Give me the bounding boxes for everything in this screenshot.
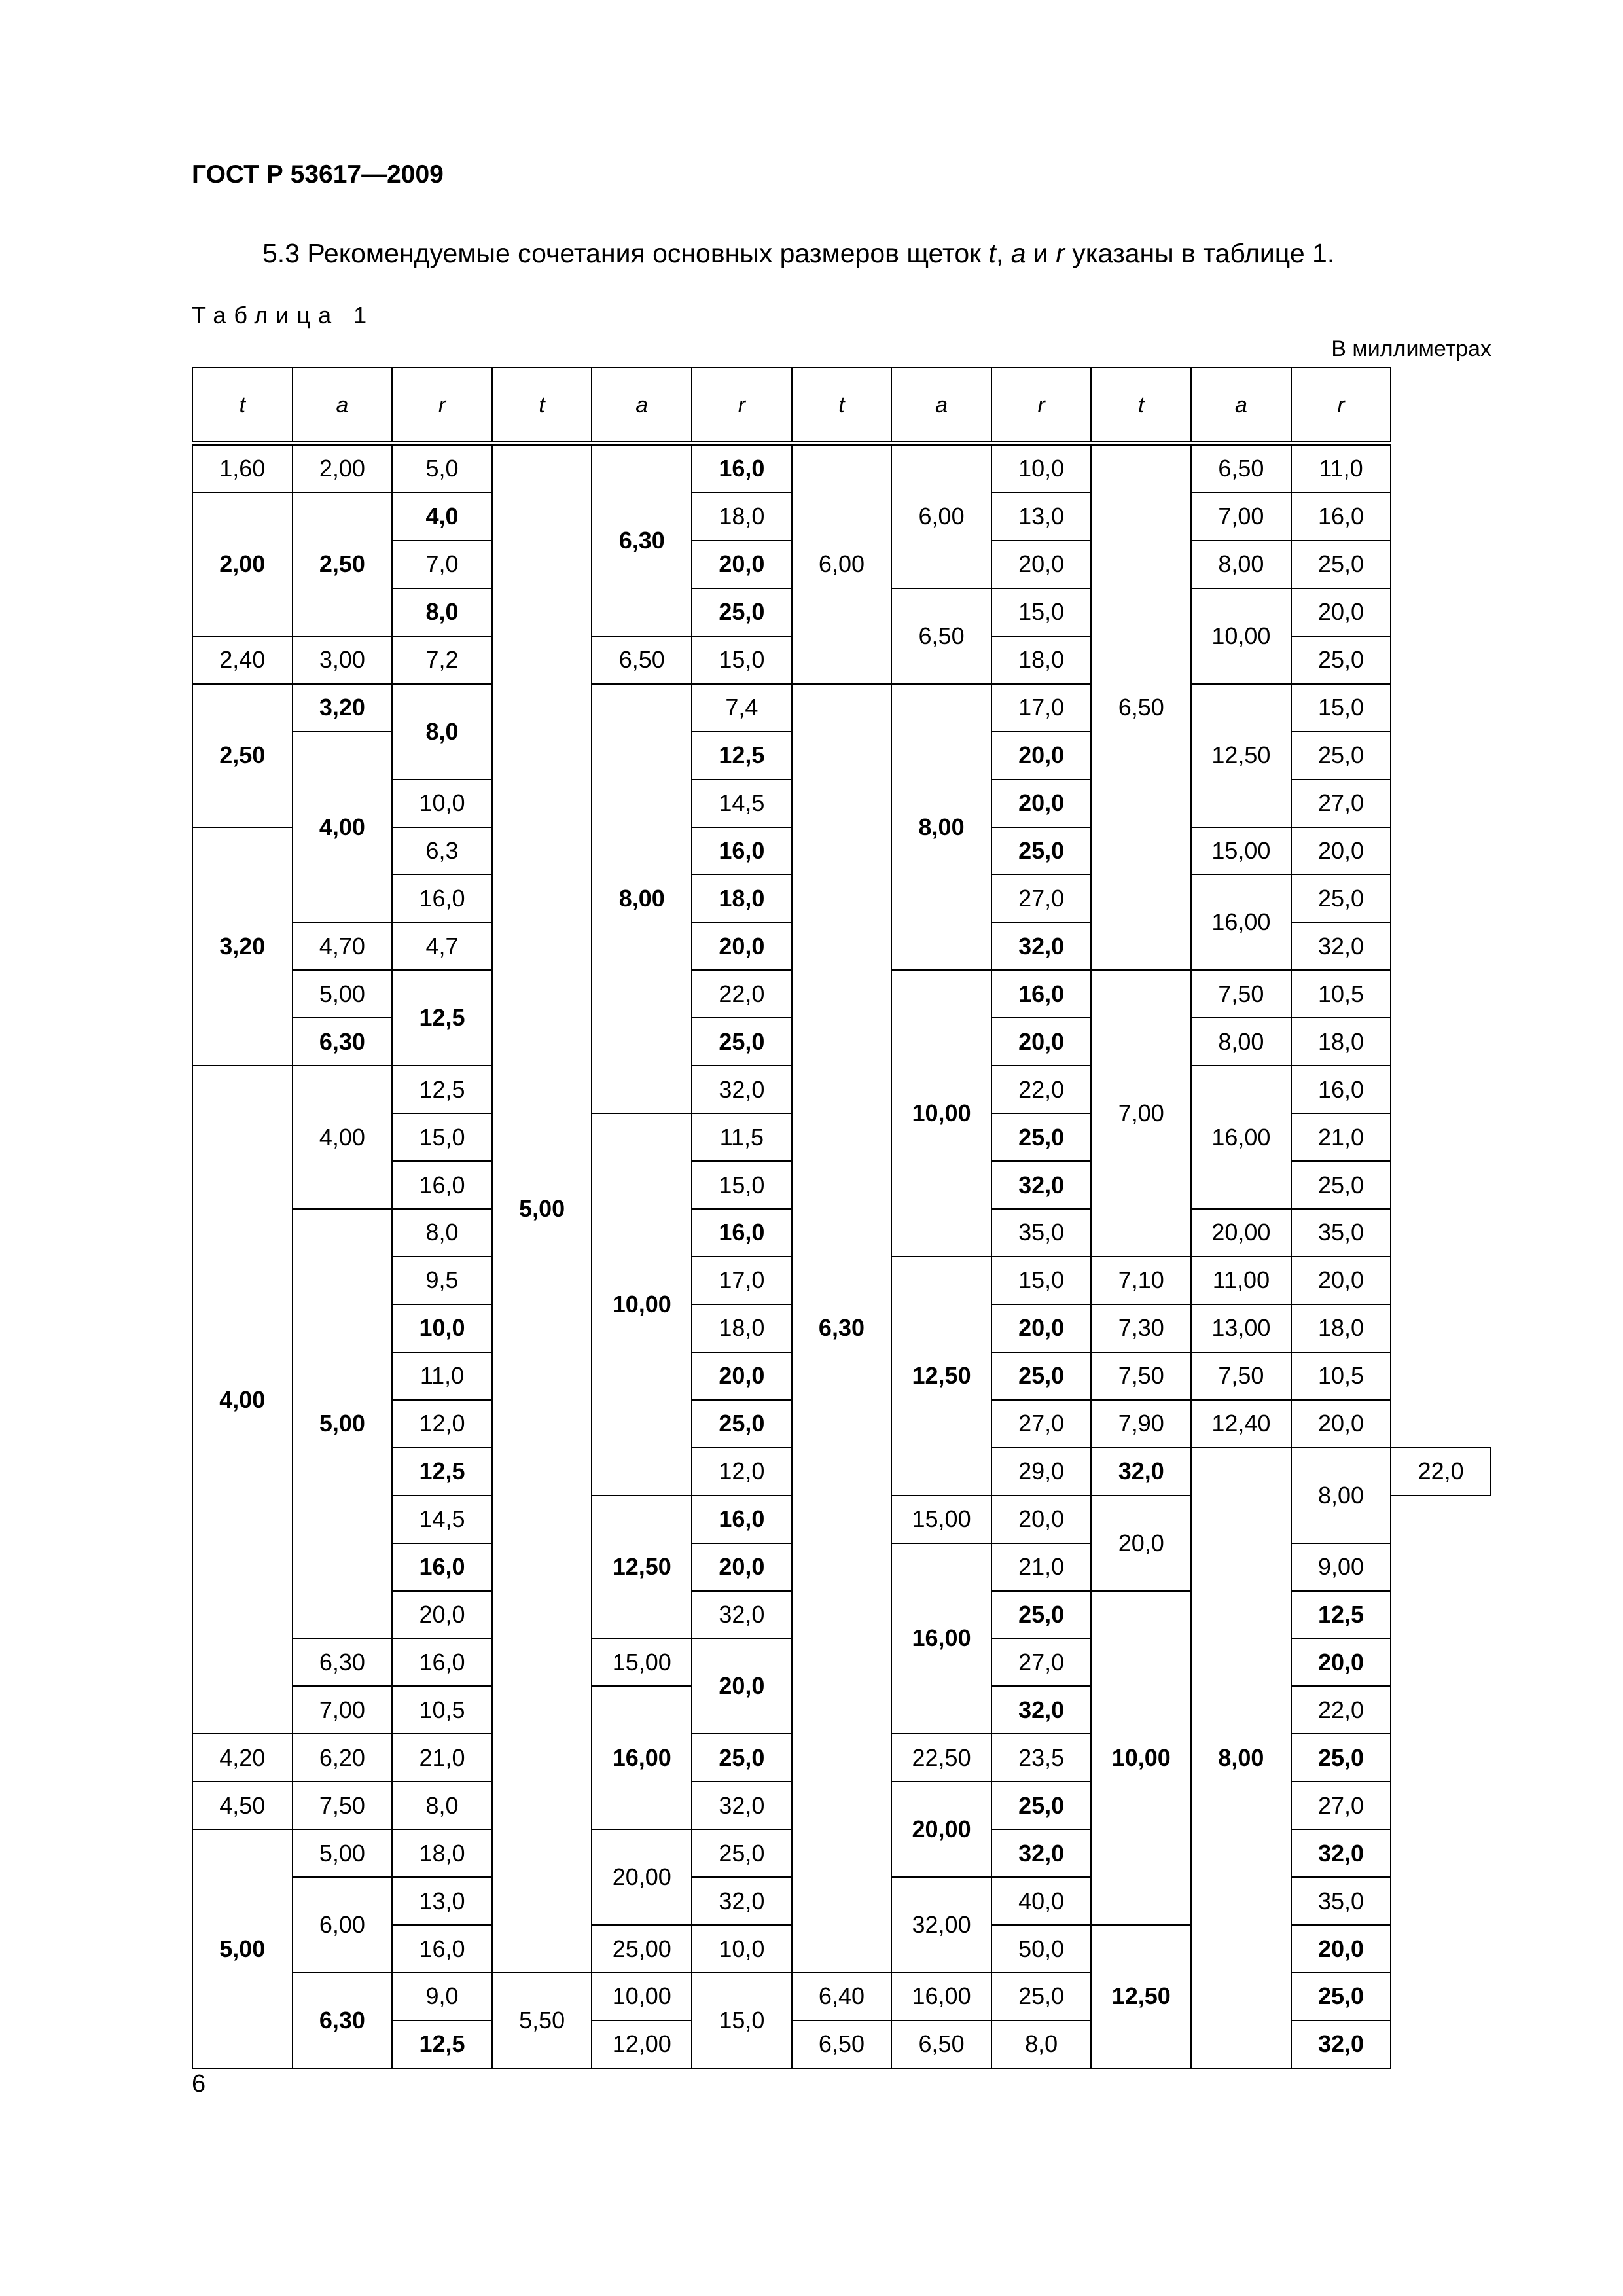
table-cell: 2,00: [293, 444, 393, 493]
table-row: [192, 444, 1491, 493]
table-cell: 10,00: [1091, 1591, 1191, 1926]
table-cell: 25,0: [991, 1352, 1092, 1400]
table-cell: 10,0: [692, 1925, 792, 1973]
table-cell: 32,0: [1291, 2020, 1391, 2068]
table-cell: 10,0: [392, 780, 492, 827]
table-cell: 18,0: [1291, 1018, 1391, 1066]
table-cell: 22,0: [1391, 1448, 1491, 1496]
table-cell: 16,00: [891, 1973, 991, 2020]
table-cell: 12,00: [592, 2020, 692, 2068]
table-cell: 11,0: [1291, 444, 1391, 493]
table-cell: 7,4: [692, 684, 792, 732]
column-header: r: [692, 368, 792, 444]
table-cell: 15,00: [1191, 827, 1291, 875]
column-header: r: [991, 368, 1092, 444]
column-header: t: [1091, 368, 1191, 444]
table-cell: 20,0: [1291, 588, 1391, 636]
table-cell: 20,0: [1291, 827, 1391, 875]
table-cell: 20,0: [1291, 1638, 1391, 1686]
table-cell: 6,30: [293, 1973, 393, 2068]
table-cell: 10,5: [1291, 970, 1391, 1018]
table-cell: 16,0: [692, 1209, 792, 1257]
table-cell: 7,30: [1091, 1304, 1191, 1352]
column-header: a: [891, 368, 991, 444]
table-cell: 27,0: [991, 1400, 1092, 1448]
table-cell: 20,0: [392, 1591, 492, 1639]
table-cell: 20,0: [991, 1496, 1092, 1543]
table-cell: 25,0: [692, 1400, 792, 1448]
table-cell: 9,00: [1291, 1543, 1391, 1591]
table-cell: 13,0: [991, 493, 1092, 541]
table-cell: 32,0: [991, 1686, 1092, 1734]
table-cell: 6,30: [293, 1638, 393, 1686]
table-cell: 6,40: [792, 1973, 892, 2020]
table-cell: 18,0: [692, 874, 792, 922]
table-cell: 35,0: [991, 1209, 1092, 1257]
table-cell: 21,0: [1291, 1113, 1391, 1161]
table-cell: 20,0: [1291, 1257, 1391, 1304]
table-cell: 32,00: [891, 1877, 991, 1973]
table-cell: 25,0: [991, 827, 1092, 875]
table-cell: 4,00: [293, 732, 393, 923]
table-cell: 20,0: [1291, 1925, 1391, 1973]
table-cell: 12,50: [1191, 684, 1291, 827]
table-cell: 22,0: [1291, 1686, 1391, 1734]
table-cell: 18,0: [692, 493, 792, 541]
table-cell: 25,0: [1291, 874, 1391, 922]
table-cell: 6,50: [1091, 444, 1191, 971]
table-cell: 16,00: [1191, 874, 1291, 970]
table-cell: 25,0: [1291, 1973, 1391, 2020]
table-cell: 10,0: [392, 1304, 492, 1352]
table-cell: 6,50: [1191, 444, 1291, 493]
document-id: ГОСТ Р 53617—2009: [192, 160, 444, 188]
table-cell: 10,00: [1191, 588, 1291, 684]
table-cell: 16,0: [692, 444, 792, 493]
para-var-r: r: [1056, 238, 1065, 268]
table-cell: 32,0: [692, 1782, 792, 1829]
table-cell: 32,0: [1291, 1829, 1391, 1877]
table-cell: 8,0: [392, 588, 492, 636]
table-cell: 15,0: [991, 1257, 1092, 1304]
table-cell: 6,3: [392, 827, 492, 875]
table-cell: 6,50: [891, 2020, 991, 2068]
table-cell: 1,60: [192, 444, 293, 493]
table-cell: 8,00: [1191, 541, 1291, 588]
table-cell: 6,30: [592, 444, 692, 636]
table-cell: 5,00: [192, 1829, 293, 2068]
table-cell: 25,0: [1291, 732, 1391, 780]
table-cell: 25,0: [1291, 1161, 1391, 1209]
table-cell: 5,50: [492, 1973, 592, 2068]
table-cell: 10,5: [392, 1686, 492, 1734]
table-cell: 11,5: [692, 1113, 792, 1161]
table-label: Таблица 1: [192, 302, 375, 329]
para-var-t: t: [988, 238, 996, 268]
table-cell: 21,0: [991, 1543, 1092, 1591]
table-cell: 25,0: [692, 1018, 792, 1066]
para-text-before: 5.3 Рекомендуемые сочетания основных размеров щеток: [262, 238, 989, 268]
table-cell: 25,0: [692, 1734, 792, 1782]
table-cell: 20,0: [692, 922, 792, 970]
table-cell: 16,00: [1191, 1066, 1291, 1209]
column-header: t: [192, 368, 293, 444]
table-body: [192, 444, 1491, 2068]
table-cell: 7,00: [1191, 493, 1291, 541]
table-cell: 8,0: [392, 684, 492, 780]
table-cell: 12,5: [1291, 1591, 1391, 1639]
table-row: [192, 1973, 1491, 2020]
table-cell: 20,0: [991, 1304, 1092, 1352]
column-header: a: [1191, 368, 1291, 444]
table-cell: 25,0: [991, 1973, 1092, 2020]
table-cell: 10,00: [891, 970, 991, 1257]
table-header-row: [192, 368, 1491, 444]
table-cell: 12,5: [392, 1066, 492, 1113]
table-cell: 2,00: [192, 493, 293, 636]
table-cell: 22,0: [692, 970, 792, 1018]
table-cell: 25,0: [692, 1829, 792, 1877]
table-cell: 8,00: [891, 684, 991, 971]
table-cell: 8,0: [392, 1782, 492, 1829]
table-cell: 50,0: [991, 1925, 1092, 1973]
table-cell: 4,20: [192, 1734, 293, 1782]
table-cell: 12,5: [392, 970, 492, 1066]
table-cell: 32,0: [991, 1161, 1092, 1209]
table-cell: 7,50: [1191, 1352, 1291, 1400]
table-cell: 27,0: [1291, 780, 1391, 827]
table-cell: 9,5: [392, 1257, 492, 1304]
page-number: 6: [192, 2070, 206, 2098]
table-cell: 6,30: [293, 1018, 393, 1066]
table-cell: 16,0: [392, 1161, 492, 1209]
table-cell: 20,00: [891, 1782, 991, 1877]
table-cell: 7,50: [1191, 970, 1291, 1018]
table-cell: 8,00: [1291, 1448, 1391, 1543]
table-cell: 12,50: [592, 1496, 692, 1639]
table-cell: 29,0: [991, 1448, 1092, 1496]
para-sep2: и: [1026, 238, 1056, 268]
table-cell: 32,0: [692, 1591, 792, 1639]
table-cell: 18,0: [392, 1829, 492, 1877]
table-cell: 6,50: [891, 588, 991, 684]
table-cell: 20,00: [592, 1829, 692, 1925]
table-cell: 15,0: [991, 588, 1092, 636]
table-cell: 10,00: [592, 1113, 692, 1496]
table-cell: 25,0: [1291, 636, 1391, 684]
table-cell: 18,0: [991, 636, 1092, 684]
table-cell: 7,10: [1091, 1257, 1191, 1304]
table-cell: 25,0: [1291, 1734, 1391, 1782]
table-cell: 11,00: [1191, 1257, 1291, 1304]
table-cell: 15,0: [692, 1973, 792, 2068]
table-cell: 8,00: [1191, 1018, 1291, 1066]
table-cell: 20,0: [1091, 1496, 1191, 1591]
table-cell: 20,0: [692, 1543, 792, 1591]
table-cell: 27,0: [991, 1638, 1092, 1686]
table-cell: 20,0: [991, 1018, 1092, 1066]
table-cell: 25,0: [991, 1113, 1092, 1161]
table-cell: 20,0: [991, 780, 1092, 827]
table-cell: 8,00: [592, 684, 692, 1113]
table-cell: 2,40: [192, 636, 293, 684]
table-cell: 6,50: [792, 2020, 892, 2068]
table-cell: 35,0: [1291, 1877, 1391, 1925]
table-cell: 22,0: [991, 1066, 1092, 1113]
table-cell: 15,0: [392, 1113, 492, 1161]
table-cell: 32,0: [1091, 1448, 1191, 1496]
table-row: [192, 684, 1491, 732]
table-cell: 4,70: [293, 922, 393, 970]
table-cell: 16,0: [1291, 1066, 1391, 1113]
table-cell: 27,0: [1291, 1782, 1391, 1829]
table-cell: 6,20: [293, 1734, 393, 1782]
table-cell: 35,0: [1291, 1209, 1391, 1257]
table-cell: 17,0: [991, 684, 1092, 732]
para-sep1: ,: [995, 238, 1011, 268]
intro-paragraph: [262, 238, 1334, 269]
table-cell: 25,0: [692, 588, 792, 636]
table-cell: 7,50: [293, 1782, 393, 1829]
table-cell: 20,0: [692, 541, 792, 588]
table-cell: 4,0: [392, 493, 492, 541]
table-cell: 9,0: [392, 1973, 492, 2020]
table-cell: 13,0: [392, 1877, 492, 1925]
table-cell: 10,00: [592, 1973, 692, 2020]
table-cell: 15,0: [692, 1161, 792, 1209]
table-cell: 25,0: [991, 1591, 1092, 1639]
table-cell: 15,0: [1291, 684, 1391, 732]
table-cell: 16,0: [991, 970, 1092, 1018]
table-cell: 2,50: [192, 684, 293, 827]
para-text-after: указаны в таблице 1.: [1064, 238, 1335, 268]
table-cell: 12,50: [1091, 1925, 1191, 2068]
table-cell: 40,0: [991, 1877, 1092, 1925]
column-header: r: [1291, 368, 1391, 444]
table-cell: 7,0: [392, 541, 492, 588]
table-cell: 22,50: [891, 1734, 991, 1782]
table-cell: 16,0: [692, 1496, 792, 1543]
table-cell: 4,50: [192, 1782, 293, 1829]
column-header: t: [492, 368, 592, 444]
table-cell: 16,0: [692, 827, 792, 875]
table-cell: 4,7: [392, 922, 492, 970]
table-cell: 17,0: [692, 1257, 792, 1304]
table-cell: 27,0: [991, 874, 1092, 922]
column-header: a: [293, 368, 393, 444]
table-cell: 10,5: [1291, 1352, 1391, 1400]
table-cell: 32,0: [692, 1066, 792, 1113]
table-cell: 16,0: [1291, 493, 1391, 541]
table-cell: 3,20: [293, 684, 393, 732]
table-cell: 20,0: [692, 1638, 792, 1734]
column-header: r: [392, 368, 492, 444]
table-cell: 21,0: [392, 1734, 492, 1782]
table-cell: 10,0: [991, 444, 1092, 493]
table-cell: 3,00: [293, 636, 393, 684]
table-cell: 25,0: [1291, 541, 1391, 588]
table-cell: 32,0: [692, 1877, 792, 1925]
table-cell: 20,0: [1291, 1400, 1391, 1448]
table-cell: 32,0: [991, 1829, 1092, 1877]
table-cell: 12,0: [392, 1400, 492, 1448]
para-var-a: a: [1010, 238, 1026, 268]
table-cell: 6,50: [592, 636, 692, 684]
table-cell: 5,0: [392, 444, 492, 493]
table-cell: 32,0: [1291, 922, 1391, 970]
table-cell: 25,0: [991, 1782, 1092, 1829]
dimensions-table: [192, 367, 1491, 2069]
table-cell: 32,0: [991, 922, 1092, 970]
table-cell: 5,00: [293, 1209, 393, 1638]
table-cell: 12,5: [392, 2020, 492, 2068]
table-cell: 16,0: [392, 874, 492, 922]
table-cell: 3,20: [192, 827, 293, 1066]
table-cell: 6,00: [293, 1877, 393, 1973]
table-cell: 12,5: [392, 1448, 492, 1496]
table-cell: 12,0: [692, 1448, 792, 1496]
table-cell: 7,00: [293, 1686, 393, 1734]
table-cell: 23,5: [991, 1734, 1092, 1782]
table-cell: 12,5: [692, 732, 792, 780]
table-cell: 16,0: [392, 1925, 492, 1973]
table-cell: 4,00: [293, 1066, 393, 1209]
table-cell: 8,0: [991, 2020, 1092, 2068]
table-cell: 5,00: [293, 970, 393, 1018]
table-cell: 18,0: [1291, 1304, 1391, 1352]
table-cell: 13,00: [1191, 1304, 1291, 1352]
table-cell: 2,50: [293, 493, 393, 636]
table-cell: 7,50: [1091, 1352, 1191, 1400]
table-cell: 12,50: [891, 1257, 991, 1496]
table-cell: 14,5: [392, 1496, 492, 1543]
table-cell: 6,00: [792, 444, 892, 684]
table-cell: 15,00: [891, 1496, 991, 1543]
table-cell: 7,2: [392, 636, 492, 684]
table-cell: 20,0: [692, 1352, 792, 1400]
table-cell: 20,0: [991, 541, 1092, 588]
table-cell: 8,00: [1191, 1448, 1291, 2068]
table-cell: 14,5: [692, 780, 792, 827]
table-cell: 25,00: [592, 1925, 692, 1973]
table-cell: 11,0: [392, 1352, 492, 1400]
table-cell: 8,0: [392, 1209, 492, 1257]
table-cell: 20,0: [991, 732, 1092, 780]
table-cell: 16,0: [392, 1638, 492, 1686]
table-cell: 6,30: [792, 684, 892, 1973]
table-cell: 15,00: [592, 1638, 692, 1686]
table-cell: 5,00: [492, 444, 592, 1973]
table-cell: 16,00: [891, 1543, 991, 1734]
table-cell: 16,00: [592, 1686, 692, 1829]
table-cell: 7,90: [1091, 1400, 1191, 1448]
table-units: В миллиметрах: [1331, 336, 1491, 361]
column-header: t: [792, 368, 892, 444]
table-cell: 12,40: [1191, 1400, 1291, 1448]
table-cell: 6,00: [891, 444, 991, 588]
column-header: a: [592, 368, 692, 444]
table-cell: 20,00: [1191, 1209, 1291, 1257]
table-cell: 7,00: [1091, 970, 1191, 1257]
table-cell: 15,0: [692, 636, 792, 684]
table-cell: 18,0: [692, 1304, 792, 1352]
table-cell: 4,00: [192, 1066, 293, 1734]
table-cell: 16,0: [392, 1543, 492, 1591]
table-cell: 5,00: [293, 1829, 393, 1877]
